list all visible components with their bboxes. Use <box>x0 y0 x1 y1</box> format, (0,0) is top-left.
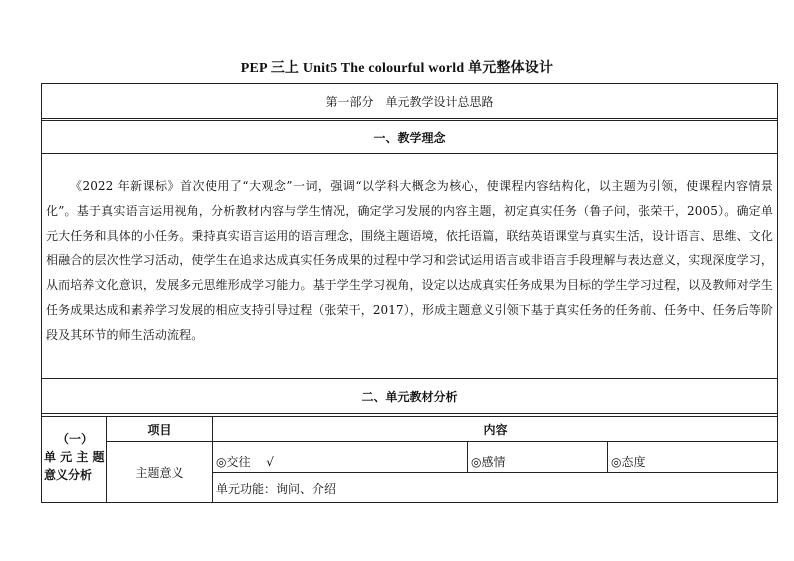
table-border-bottom <box>41 502 778 503</box>
unit-function: 单元功能：询问、介绍 <box>216 482 337 496</box>
section-heading-teaching-philosophy: 一、教学理念 <box>373 130 446 145</box>
document-title: PEP 三上 Unit5 The colourful world 单元整体设计 <box>240 61 554 76</box>
divider <box>41 153 778 154</box>
subsection-label-line: （一） <box>56 432 93 446</box>
divider <box>41 413 778 414</box>
subsection-label-line: 意义分析 <box>44 468 93 482</box>
option-interaction: ◎交往 √ <box>216 455 274 469</box>
option-emotion: ◎感情 <box>471 455 506 469</box>
subsection-label <box>44 430 106 484</box>
header-content: 内容 <box>483 422 508 437</box>
part-heading: 第一部分 单元教学设计总思路 <box>325 94 494 109</box>
divider <box>212 472 778 473</box>
divider <box>467 441 468 472</box>
section-heading-material-analysis: 二、单元教材分析 <box>361 389 458 404</box>
divider <box>41 118 778 119</box>
subsection-label-line: 单 元 主 题 <box>44 450 105 464</box>
row-label-theme-meaning: 主题意义 <box>135 465 184 480</box>
header-item: 项目 <box>147 422 172 437</box>
option-attitude: ◎态度 <box>611 455 646 469</box>
teaching-philosophy-paragraph: 《2022 年新课标》首次使用了“大观念”一词，强调“以学科大概念为核心，使课程内容结构化，以主题为引领，使课程内容情景化”。基于真实语言运用视角，分析教材内容与学生情况，确定学习发展的内容主题，初定真实任务（鲁子问，张荣干，2005）。确定单元大任务和具体的小任务。秉持真实语言运用的语言理念，围绕主题语境，依托语篇，联结英语课堂与真实生活，设计语言、思维、文化相融合的层次性学习活动，使学生在追求达成真实任务成果的过程中学习和尝试运用语言或非语言手段理解与表达意义，实现深度学习，从而培养文化意识，发展多元思维形成学习能力。基于学生学习视角，设定以达成真实任务成果为目标的学生学习过程，以及教师对学生任务成果达成和素养学习发展的相应支持引导过程（张荣干，2017），形成主题意义引领下基于真实任务的任务前、任务中、任务后等阶段及其环节的师生活动流程。 <box>46 179 773 342</box>
design-table <box>41 83 778 503</box>
divider <box>607 441 608 472</box>
